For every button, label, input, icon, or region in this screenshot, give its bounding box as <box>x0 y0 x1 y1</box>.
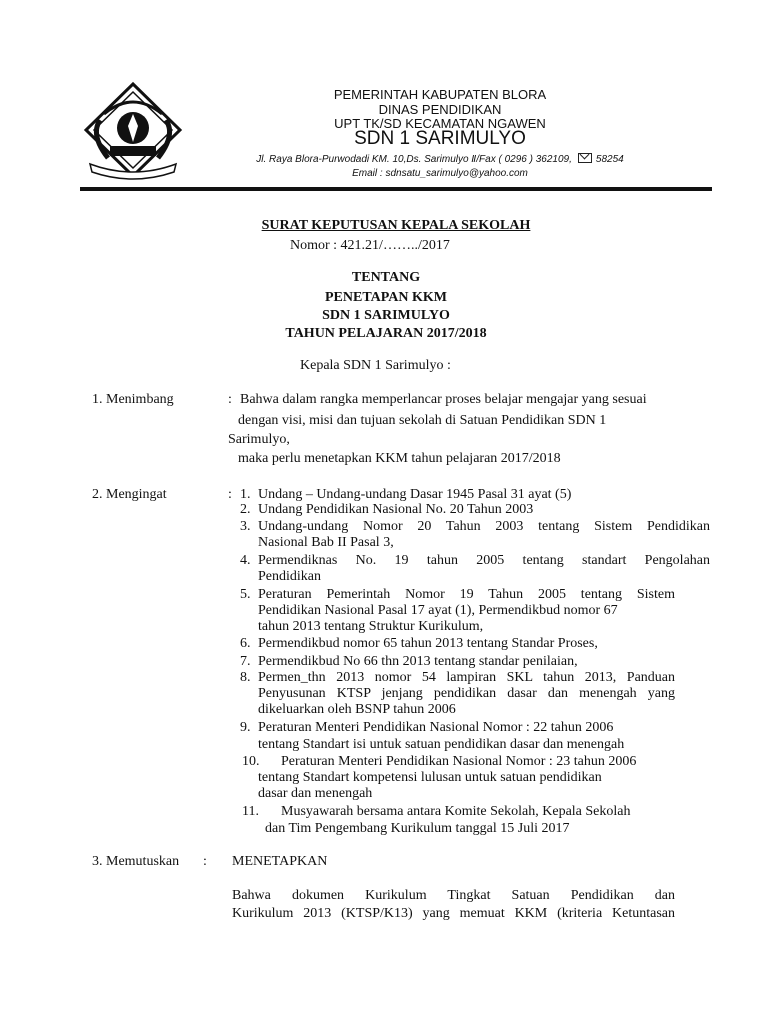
list-item-number: 1. <box>240 487 251 502</box>
list-item-line: Permendikbud No 66 thn 2013 tentang standar penilaian, <box>258 654 578 669</box>
memutuskan-label: 3. Memutuskan <box>92 854 180 869</box>
list-item-line: Permendikbud nomor 65 tahun 2013 tentang Standar Proses, <box>258 636 598 651</box>
regency-crest-icon <box>80 80 186 182</box>
header-address <box>190 153 690 166</box>
mail-icon <box>578 153 592 163</box>
menimbang-colon: : <box>228 392 232 407</box>
header-school-name: SDN 1 SARIMULYO <box>354 128 526 149</box>
list-item-line: Permendiknas No. 19 tahun 2005 tentang standart Pengolahan <box>258 553 710 568</box>
list-item-number: 5. <box>240 587 251 602</box>
list-item-number: 9. <box>240 720 251 735</box>
list-item-line: Permen_thn 2013 nomor 54 lampiran SKL tahun 2013, Panduan <box>258 670 675 685</box>
header-office: DINAS PENDIDIKAN <box>378 102 502 117</box>
list-item-line: Peraturan Menteri Pendidikan Nasional Nomor : 23 tahun 2006 <box>281 754 637 769</box>
subject-year: TAHUN PELAJARAN 2017/2018 <box>285 326 487 341</box>
document-number: Nomor : 421.21/……../2017 <box>290 238 450 253</box>
list-item-line: tentang Standart kompetensi lulusan untuk satuan pendidikan <box>258 770 602 785</box>
list-item-line: dasar dan menengah <box>258 786 373 801</box>
memutuskan-decision: MENETAPKAN <box>232 854 328 869</box>
list-item-number: 11. <box>242 804 259 819</box>
list-item-line: Undang – Undang-undang Dasar 1945 Pasal 31 ayat (5) <box>258 487 572 502</box>
subject-topic: PENETAPAN KKM <box>325 290 447 305</box>
menimbang-line: Bahwa dalam rangka memperlancar proses belajar mengajar yang sesuai <box>240 392 647 407</box>
list-item-number: 2. <box>240 502 251 517</box>
list-item-line: Nasional Bab II Pasal 3, <box>258 535 394 550</box>
header-government: PEMERINTAH KABUPATEN BLORA <box>333 87 547 102</box>
memutuskan-colon: : <box>203 854 207 869</box>
list-item-line: dan Tim Pengembang Kurikulum tanggal 15 Juli 2017 <box>265 821 570 836</box>
list-item-line: Peraturan Pemerintah Nomor 19 Tahun 2005 tentang Sistem <box>258 587 675 602</box>
list-item-line: tahun 2013 tentang Struktur Kurikulum, <box>258 619 484 634</box>
list-item-line: Undang-undang Nomor 20 Tahun 2003 tentang Sistem Pendidikan <box>258 519 710 534</box>
menimbang-label: 1. Menimbang <box>92 392 174 407</box>
opening-line: Kepala SDN 1 Sarimulyo : <box>300 358 451 373</box>
list-item-line: Peraturan Menteri Pendidikan Nasional Nomor : 22 tahun 2006 <box>258 720 614 735</box>
mengingat-label: 2. Mengingat <box>92 487 167 502</box>
list-item-line: Penyusunan KTSP jenjang pendidikan dasar dan menengah yang <box>258 686 675 701</box>
list-item-line: Pendidikan <box>258 569 321 584</box>
memutuskan-line: Kurikulum 2013 (KTSP/K13) yang memuat KKM (kriteria Ketuntasan <box>232 906 675 921</box>
postal-code: 58254 <box>595 154 624 165</box>
menimbang-line: Sarimulyo, <box>228 432 290 447</box>
subject-school: SDN 1 SARIMULYO <box>322 308 450 323</box>
subject-about: TENTANG <box>351 270 421 285</box>
menimbang-line: dengan visi, misi dan tujuan sekolah di Satuan Pendidikan SDN 1 <box>238 413 607 428</box>
list-item-line: dikeluarkan oleh BSNP tahun 2006 <box>258 702 456 717</box>
mengingat-colon: : <box>228 487 232 502</box>
header-email: Email : sdnsatu_sarimulyo@yahoo.com <box>352 168 528 179</box>
list-item-number: 7. <box>240 654 251 669</box>
menimbang-line: maka perlu menetapkan KKM tahun pelajaran 2017/2018 <box>238 451 561 466</box>
list-item-number: 8. <box>240 670 251 685</box>
list-item-line: tentang Standart isi untuk satuan pendidikan dasar dan menengah <box>258 737 625 752</box>
memutuskan-line: Bahwa dokumen Kurikulum Tingkat Satuan Pendidikan dan <box>232 888 675 903</box>
header-unit: UPT TK/SD KECAMATAN NGAWEN <box>334 116 546 131</box>
list-item-number: 10. <box>242 754 260 769</box>
document-title: SURAT KEPUTUSAN KEPALA SEKOLAH <box>261 218 531 233</box>
list-item-number: 4. <box>240 553 251 568</box>
list-item-number: 3. <box>240 519 251 534</box>
letterhead-divider <box>80 187 712 191</box>
list-item-line: Musyawarah bersama antara Komite Sekolah, Kepala Sekolah <box>281 804 631 819</box>
list-item-line: Undang Pendidikan Nasional No. 20 Tahun 2003 <box>258 502 534 517</box>
list-item-number: 6. <box>240 636 251 651</box>
address-text: Jl. Raya Blora-Purwodadi KM. 10,Ds. Sarimulyo Ⅱ/Fax ( 0296 ) 362109, <box>256 154 572 165</box>
list-item-line: Pendidikan Nasional Pasal 17 ayat (1), Permendikbud nomor 67 <box>258 603 618 618</box>
